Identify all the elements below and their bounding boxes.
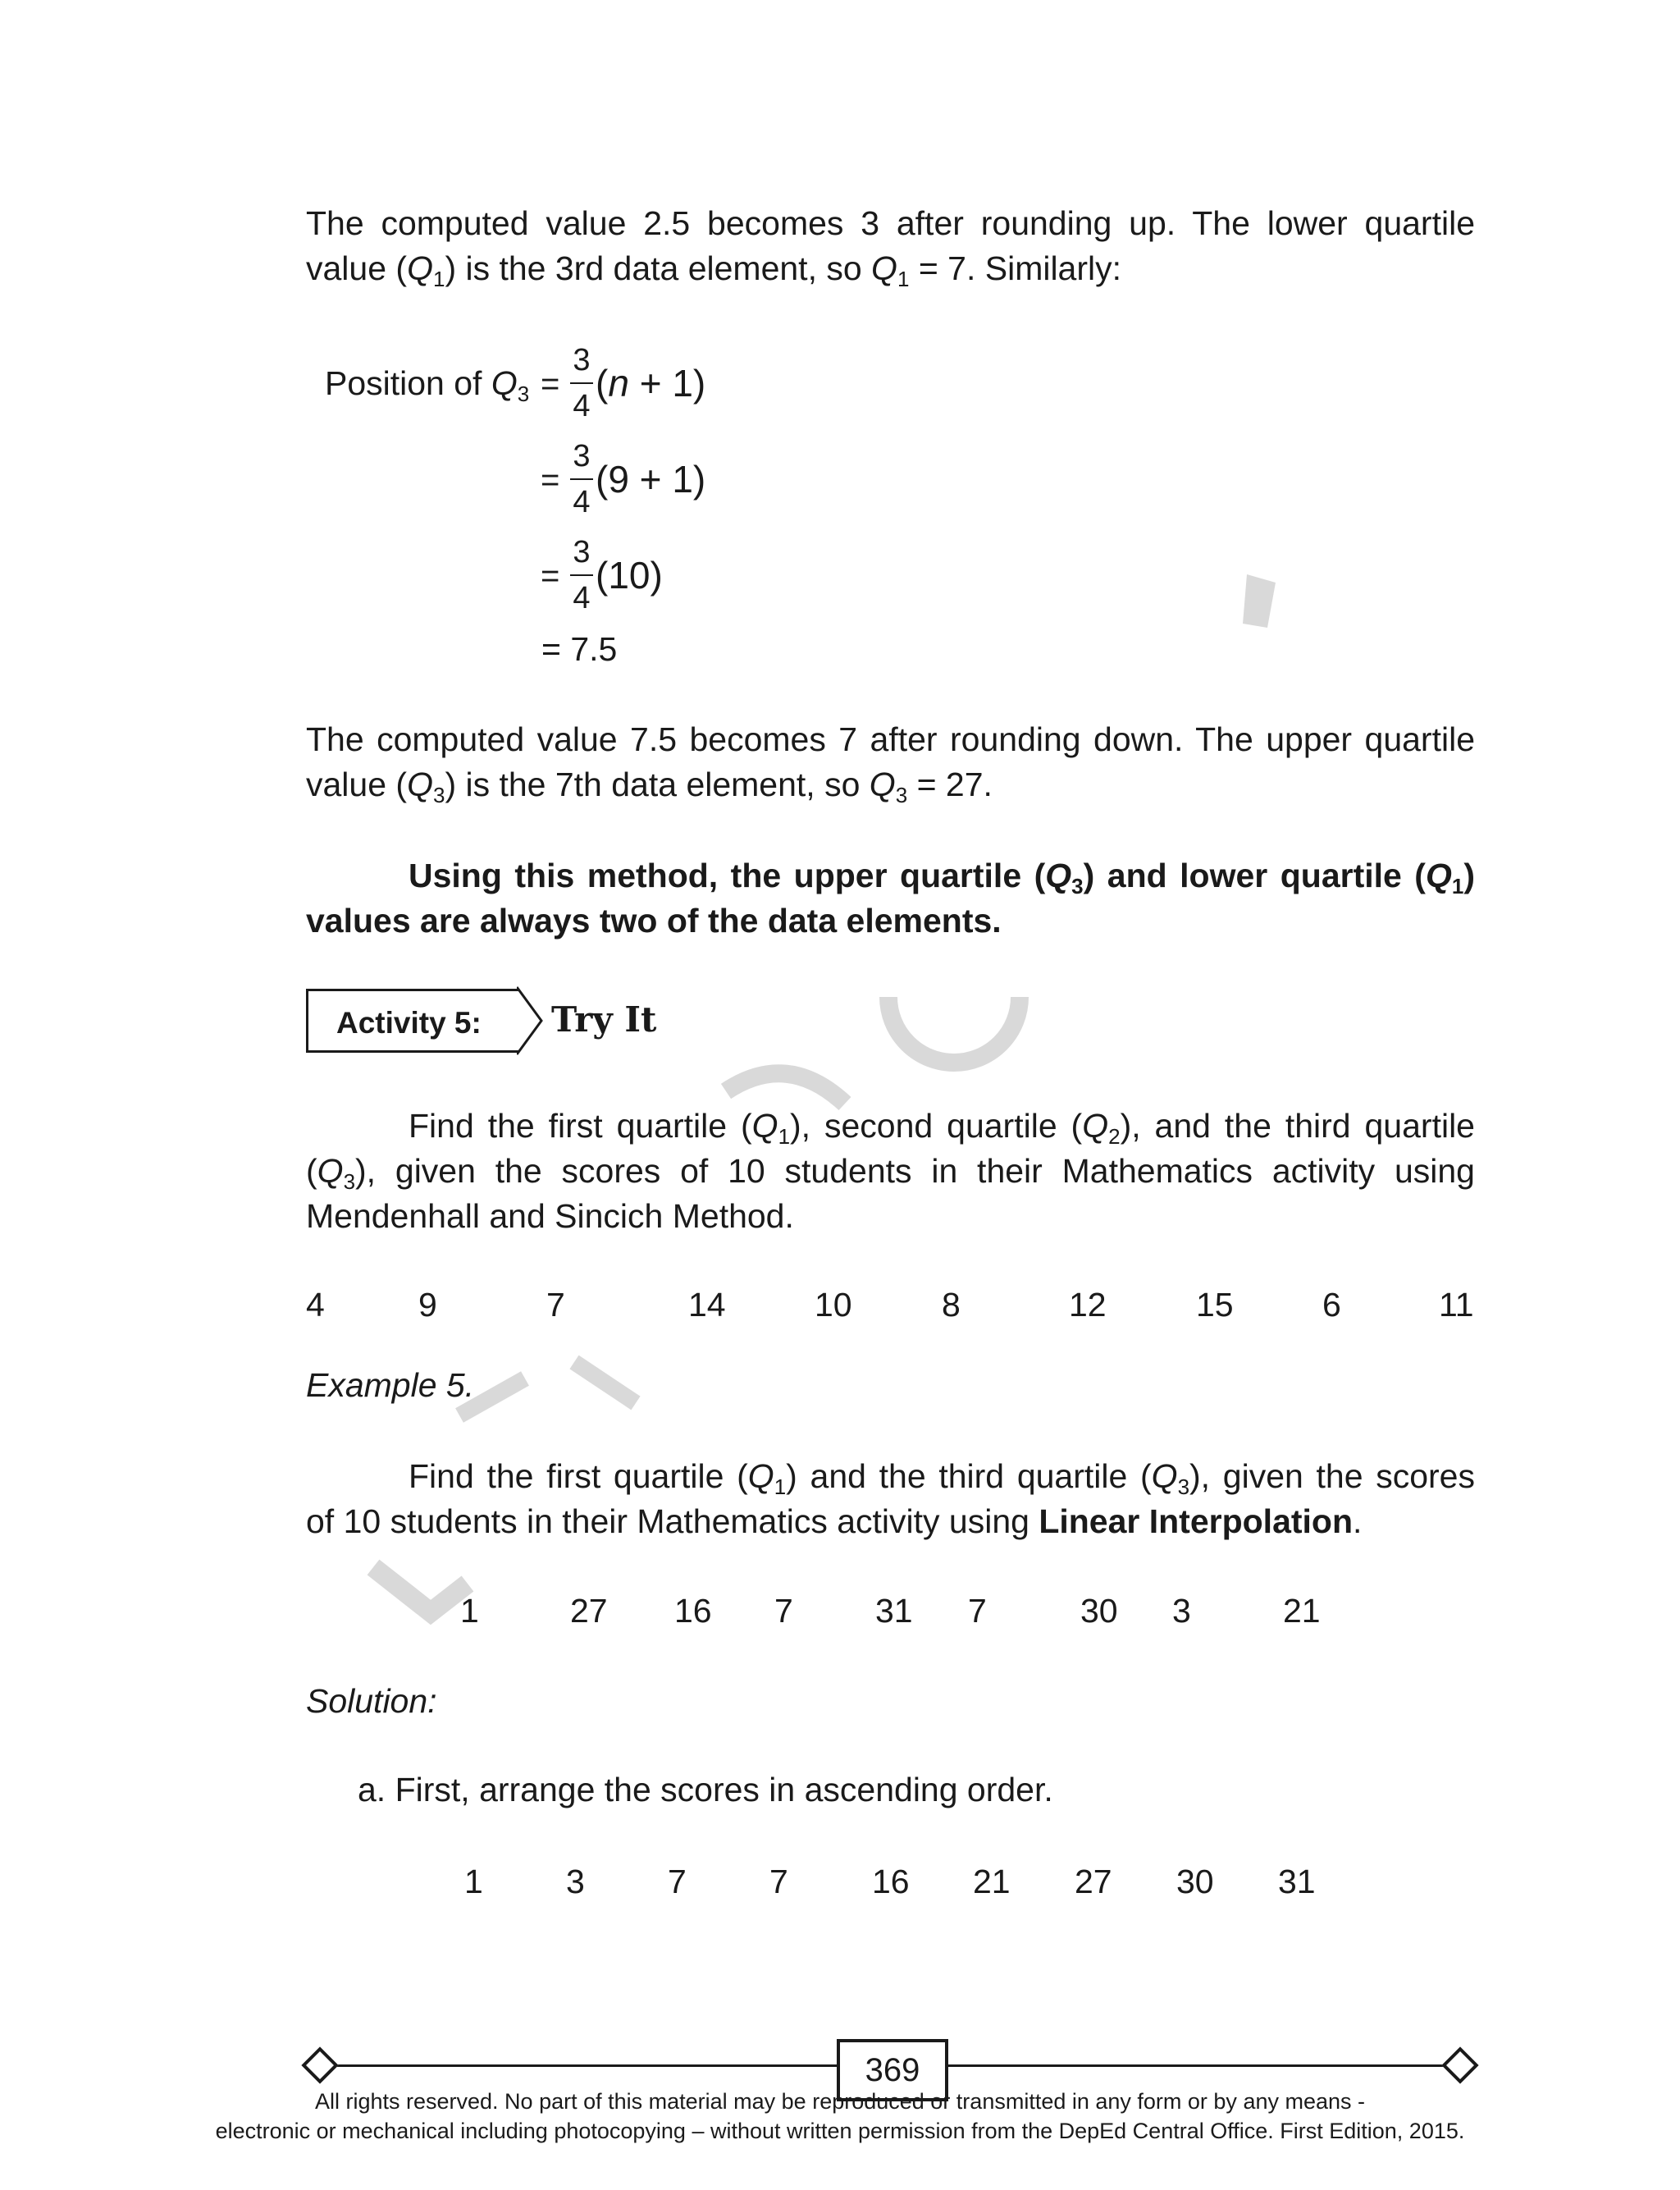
score: 4 [306,1286,325,1324]
activity-label-box: Activity 5: [306,989,519,1053]
text-line: The computed value 2.5 becomes 3 after rounding up. The lower quartile [306,204,1475,242]
text-line: of 10 students in their Mathematics activity using Linear Interpolation. [306,1502,1363,1540]
text-line: Using this method, the upper quartile $(Q_3)$ and lower quartile $(Q_1)$ [409,857,1475,898]
expression: (10) [596,554,663,597]
score: 21 [1283,1592,1321,1630]
score: 3 [1172,1592,1191,1630]
page-number: 369 [837,2039,948,2101]
example-label: Example 5. [306,1366,475,1404]
score: 11 [1439,1286,1474,1324]
score: 16 [674,1592,712,1630]
text-line: Find the first quartile $(Q_1)$, second quartile $(Q_2)$, and the third quartile [409,1107,1475,1149]
score: 15 [1196,1286,1234,1324]
score: 3 [566,1863,585,1900]
method-note [306,853,1475,944]
text-line: value $(Q_3)$ is the 7th data element, so $Q_3 = 27$. [306,766,993,807]
score: 7 [546,1286,565,1324]
text-line: The computed value 7.5 becomes 7 after rounding down. The upper quartile [306,720,1475,758]
activity-title: Try It [551,999,657,1040]
solution-label: Solution: [306,1682,437,1720]
score: 12 [1069,1286,1107,1324]
text-line: Find the first quartile $(Q_1)$ and the third quartile $(Q_3)$, given the scores [409,1457,1475,1499]
score: 31 [1278,1863,1316,1900]
score: 21 [973,1863,1011,1900]
text-line: value $(Q_1)$ is the 3rd data element, so $Q_1 = 7$. Similarly: [306,249,1122,291]
q3-position-label: Position of $Q_3$ [325,364,530,406]
score: 7 [968,1592,987,1630]
score: 6 [1322,1286,1341,1324]
score: 27 [1075,1863,1112,1900]
fraction-numerator: 3 [573,439,591,473]
score: 31 [875,1592,913,1630]
copyright-line-1: All rights reserved. No part of this material may be reproduced or transmitted in any form or by any means - [314,2089,1366,2114]
fraction-denominator: 4 [573,485,591,519]
fraction-denominator: 4 [573,581,591,615]
text-line: Mendenhall and Sincich Method. [306,1197,794,1235]
result: = 7.5 [541,630,618,668]
expression: (n + 1) [596,362,706,405]
paragraph-lower-quartile [306,201,1475,291]
score: 7 [774,1592,793,1630]
score: 9 [418,1286,437,1324]
copyright-line-2: electronic or mechanical including photocopying – without written permission from the DepEd Central Office. First Edition, 2015. [215,2119,1465,2143]
score: 16 [872,1863,910,1900]
score: 30 [1176,1863,1214,1900]
expression: (9 + 1) [596,458,706,501]
fraction-denominator: 4 [573,389,591,423]
score: 8 [942,1286,961,1324]
score: 10 [815,1286,852,1324]
score: 27 [570,1592,608,1630]
score: 14 [688,1286,726,1324]
score: 7 [668,1863,687,1900]
text-line: $(Q_3)$, given the scores of 10 students in their Mathematics activity using [306,1152,1475,1194]
score: 1 [464,1863,483,1900]
fraction-numerator: 3 [573,535,591,569]
score: 30 [1080,1592,1118,1630]
text-line: values are always two of the data elements. [306,902,1002,940]
activity-arrow-icon [517,986,543,1055]
score: 7 [769,1863,788,1900]
score: 1 [460,1592,479,1630]
paragraph-upper-quartile [306,717,1475,807]
example-instructions [306,1454,1475,1544]
fraction-numerator: 3 [573,343,591,377]
solution-step-a: a. First, arrange the scores in ascending order. [358,1771,1053,1808]
activity-instructions [306,1104,1475,1239]
